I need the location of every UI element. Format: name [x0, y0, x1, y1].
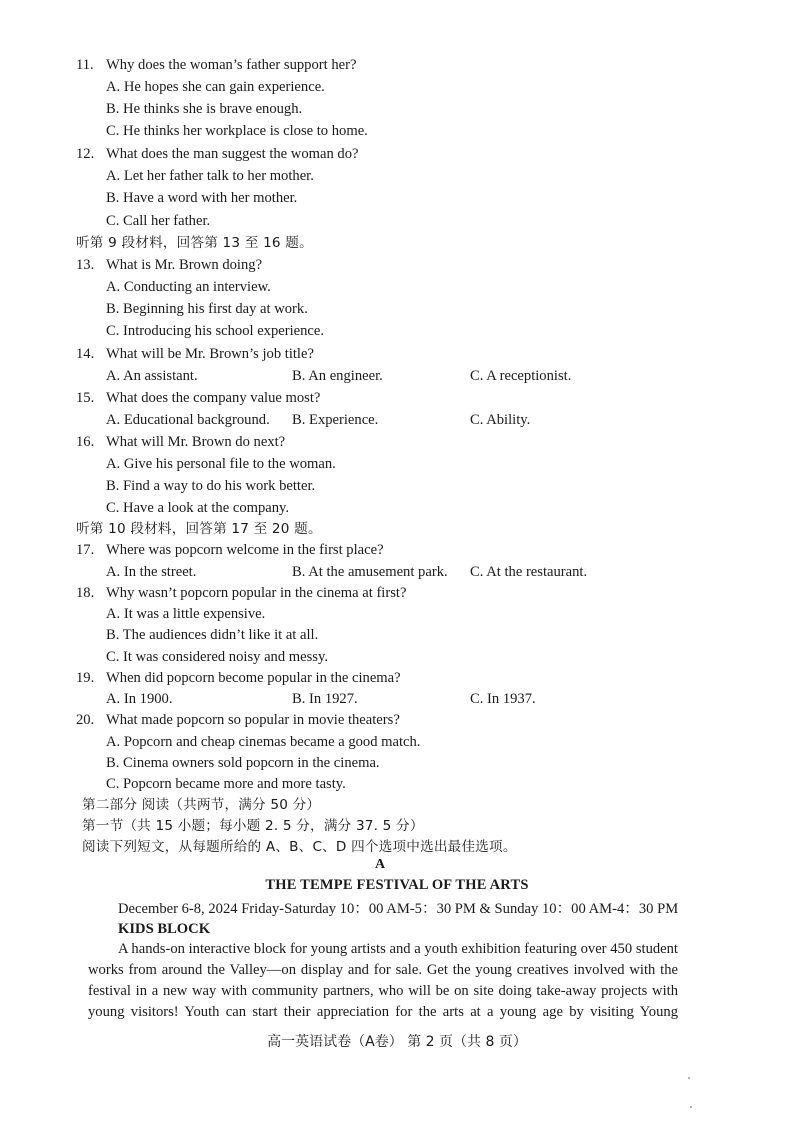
option-19a: A. In 1900. — [106, 691, 173, 707]
paragraph-line: young visitors! Youth can start their appreciation for the arts at a young age by visiting Young — [88, 1004, 678, 1020]
scan-speck — [688, 1077, 690, 1079]
question-17 — [76, 539, 384, 561]
question-19 — [76, 667, 401, 689]
section-one-heading: 第一节（共 15 小题；每小题 2. 5 分，满分 37. 5 分） — [82, 818, 424, 834]
option-17b: B. At the amusement park. — [292, 564, 448, 580]
question-18 — [76, 582, 407, 604]
question-stem: What does the company value most? — [106, 390, 321, 406]
question-stem: Why does the woman’s father support her? — [106, 57, 357, 73]
option-12a: A. Let her father talk to her mother. — [106, 168, 314, 184]
option-13a: A. Conducting an interview. — [106, 279, 271, 295]
question-number: 19. — [76, 670, 95, 686]
question-number: 13. — [76, 257, 95, 273]
question-number: 18. — [76, 585, 95, 601]
option-17c: C. At the restaurant. — [470, 564, 588, 580]
question-stem: Why wasn’t popcorn popular in the cinema at first? — [106, 585, 407, 601]
option-20b: B. Cinema owners sold popcorn in the cinema. — [106, 755, 380, 771]
option-18c: C. It was considered noisy and messy. — [106, 649, 328, 665]
option-13c: C. Introducing his school experience. — [106, 323, 325, 339]
part-two-heading: 第二部分 阅读（共两节，满分 50 分） — [82, 797, 321, 813]
option-11a: A. He hopes she can gain experience. — [106, 79, 325, 95]
question-16 — [76, 431, 286, 453]
question-stem: What will Mr. Brown do next? — [106, 434, 286, 450]
question-number: 11. — [76, 57, 94, 73]
scan-speck — [690, 1106, 692, 1108]
instruction-section-10: 听第 10 段材料，回答第 17 至 20 题。 — [76, 521, 322, 537]
paragraph-line: works from around the Valley—on display and for sale. Get the young creatives involved with the — [88, 962, 678, 978]
question-14 — [76, 343, 314, 365]
option-17a: A. In the street. — [106, 564, 197, 580]
question-stem: Where was popcorn welcome in the first place? — [106, 542, 384, 558]
question-13 — [76, 254, 263, 276]
kids-block-title: KIDS BLOCK — [118, 921, 211, 937]
option-15c: C. Ability. — [470, 412, 531, 428]
question-number: 15. — [76, 390, 95, 406]
question-number: 17. — [76, 542, 95, 558]
option-19b: B. In 1927. — [292, 691, 358, 707]
option-19c: C. In 1937. — [470, 691, 536, 707]
question-stem: What is Mr. Brown doing? — [106, 257, 263, 273]
question-20 — [76, 709, 400, 731]
question-15 — [76, 387, 321, 409]
question-number: 14. — [76, 346, 95, 362]
question-number: 16. — [76, 434, 95, 450]
question-11 — [76, 54, 357, 76]
option-14a: A. An assistant. — [106, 368, 198, 384]
option-18b: B. The audiences didn’t like it at all. — [106, 627, 319, 643]
option-11b: B. He thinks she is brave enough. — [106, 101, 303, 117]
option-14b: B. An engineer. — [292, 368, 383, 384]
paragraph-line: festival in a new way with community partners, who will be on site doing take-away projects with — [88, 983, 678, 999]
option-12c: C. Call her father. — [106, 213, 211, 229]
option-16a: A. Give his personal file to the woman. — [106, 456, 336, 472]
question-stem: What will be Mr. Brown’s job title? — [106, 346, 314, 362]
instruction-section-9: 听第 9 段材料，回答第 13 至 16 题。 — [76, 235, 313, 251]
option-20c: C. Popcorn became more and more tasty. — [106, 776, 346, 792]
option-11c: C. He thinks her workplace is close to home. — [106, 123, 368, 139]
question-number: 20. — [76, 712, 95, 728]
option-16b: B. Find a way to do his work better. — [106, 478, 316, 494]
question-stem: When did popcorn become popular in the cinema? — [106, 670, 401, 686]
option-14c: C. A receptionist. — [470, 368, 572, 384]
question-stem: What does the man suggest the woman do? — [106, 146, 359, 162]
kids-block-paragraph — [88, 939, 678, 1023]
question-stem: What made popcorn so popular in movie theaters? — [106, 712, 400, 728]
option-18a: A. It was a little expensive. — [106, 606, 266, 622]
option-20a: A. Popcorn and cheap cinemas became a good match. — [106, 734, 421, 750]
question-number: 12. — [76, 146, 95, 162]
option-12b: B. Have a word with her mother. — [106, 190, 298, 206]
question-12 — [76, 143, 359, 165]
festival-title: THE TEMPE FESTIVAL OF THE ARTS — [265, 877, 529, 893]
festival-dates: December 6-8, 2024 Friday-Saturday 10：00 AM-5：30 PM & Sunday 10：00 AM-4：30 PM — [118, 901, 679, 917]
page-footer: 高一英语试卷（A卷） 第 2 页（共 8 页） — [267, 1034, 527, 1050]
option-13b: B. Beginning his first day at work. — [106, 301, 308, 317]
option-16c: C. Have a look at the company. — [106, 500, 290, 516]
option-15b: B. Experience. — [292, 412, 379, 428]
reading-instruction: 阅读下列短文，从每题所给的 A、B、C、D 四个选项中选出最佳选项。 — [82, 839, 517, 855]
paragraph-line: A hands-on interactive block for young artists and a youth exhibition featuring over 450 student — [118, 941, 678, 957]
passage-letter: A — [374, 857, 386, 872]
option-15a: A. Educational background. — [106, 412, 270, 428]
